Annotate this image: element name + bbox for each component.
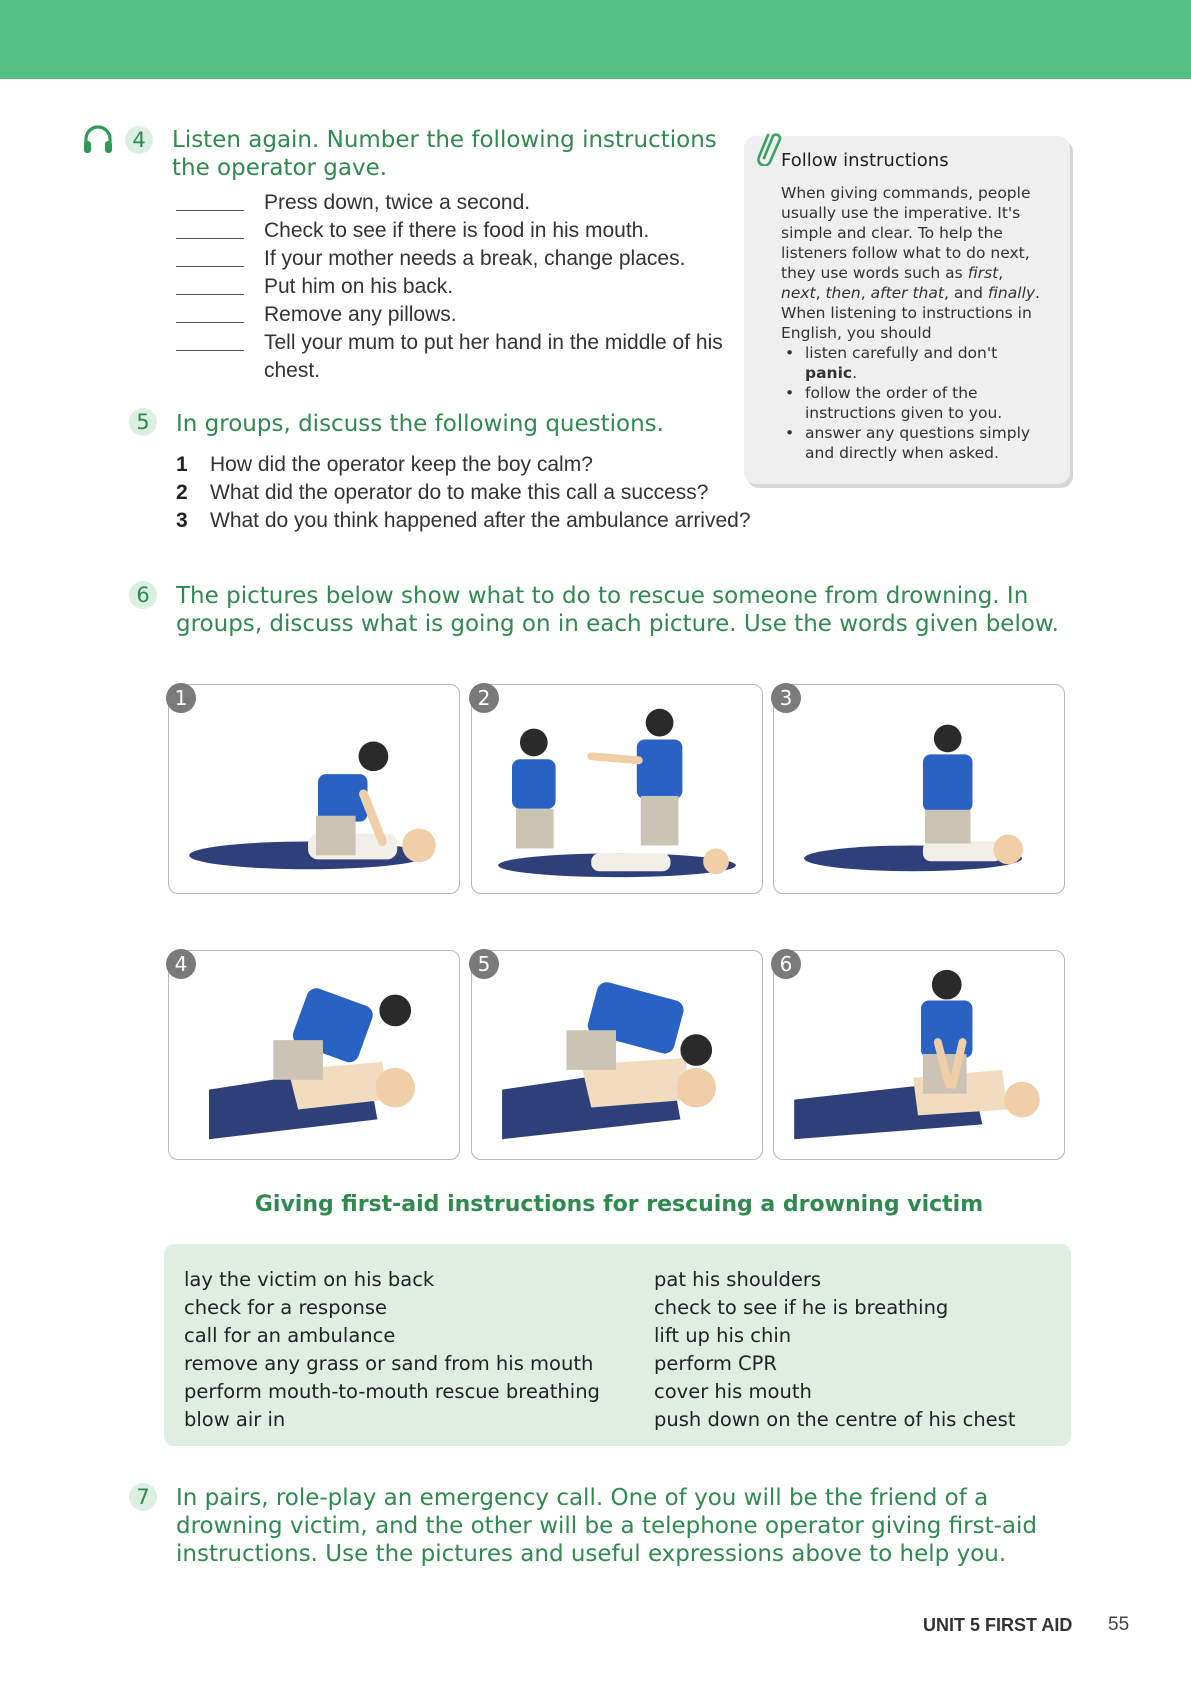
word-item: check to see if he is breathing	[654, 1296, 949, 1319]
word-item: remove any grass or sand from his mouth	[184, 1352, 594, 1375]
two-people-calling-illustration	[472, 685, 762, 893]
list-item: Tell your mum to put her hand in the middle of his chest.	[176, 329, 736, 385]
answer-blank[interactable]	[176, 217, 244, 239]
word-box-caption: Giving first-aid instructions for rescuing a drowning victim	[254, 1192, 984, 1217]
page-number: 55	[1108, 1614, 1130, 1635]
word-column-right	[654, 1266, 1015, 1446]
exercise-5-number: 5	[129, 408, 157, 436]
rescue-breathing-illustration	[472, 951, 762, 1159]
word-item: check for a response	[184, 1296, 388, 1319]
exercise-7-title: In pairs, role-play an emergency call. One of you will be the friend of a drowning victim, and the other will be a telephone operator giving first-aid instructions. Use the pictures and useful expressions above to help you.	[176, 1485, 1037, 1567]
word-item: push down on the centre of his chest	[654, 1408, 1016, 1431]
photo-5-badge: 5	[469, 949, 499, 979]
photo-6	[773, 950, 1065, 1160]
word-item: lift up his chin	[654, 1324, 792, 1347]
photo-2-badge: 2	[469, 683, 499, 713]
word-item: cover his mouth	[654, 1380, 812, 1403]
list-item: • listen carefully and don't panic.	[781, 343, 1046, 383]
answer-blank[interactable]	[176, 301, 244, 323]
list-item: Remove any pillows.	[176, 301, 736, 329]
exercise-7-number: 7	[129, 1483, 157, 1511]
list-item: Press down, twice a second.	[176, 189, 736, 217]
word-item: blow air in	[184, 1408, 286, 1431]
answer-blank[interactable]	[176, 189, 244, 211]
list-item: If your mother needs a break, change places.	[176, 245, 736, 273]
exercise-5-title: In groups, discuss the following questions.	[176, 411, 664, 437]
word-item: perform CPR	[654, 1352, 777, 1375]
word-item: perform mouth-to-mouth rescue breathing	[184, 1380, 600, 1403]
word-item: lay the victim on his back	[184, 1268, 435, 1291]
follow-instructions-box	[744, 136, 1070, 484]
photo-3-badge: 3	[771, 683, 801, 713]
word-item: pat his shoulders	[654, 1268, 822, 1291]
photo-1	[168, 684, 460, 894]
photo-3	[773, 684, 1065, 894]
rescuer-checking-illustration	[774, 685, 1064, 893]
top-color-band	[0, 0, 1191, 79]
answer-blank[interactable]	[176, 329, 244, 351]
sidebar-body: When giving commands, people usually use the imperative. It's simple and clear. To help the listeners follow what to do next, they use words such as first, next, then, after that, and finally. When listening to instructions in English, you should • listen carefully and don't panic. • follow the order of the instructions given to you. • answer any questions simply and directly when asked.	[781, 183, 1046, 463]
list-item: Put him on his back.	[176, 273, 736, 301]
exercise-6-title: The pictures below show what to do to rescue someone from drowning. In groups, discuss what is going on in each picture. Use the words given below.	[176, 583, 1059, 637]
photo-1-badge: 1	[166, 683, 196, 713]
word-box	[164, 1244, 1071, 1446]
word-column-left	[184, 1266, 654, 1446]
list-item: Check to see if there is food in his mouth.	[176, 217, 736, 245]
list-item: • follow the order of the instructions given to you.	[781, 383, 1046, 423]
paperclip-icon	[754, 128, 784, 166]
photo-5	[471, 950, 763, 1160]
exercise-4-title: Listen again. Number the following instructions the operator gave.	[172, 127, 717, 181]
exercise-6-number: 6	[129, 581, 157, 609]
list-item: 3 What do you think happened after the ambulance arrived?	[176, 509, 751, 532]
answer-blank[interactable]	[176, 245, 244, 267]
list-item: 2 What did the operator do to make this call a success?	[176, 481, 709, 504]
rescuer-kneeling-illustration	[169, 685, 459, 893]
sidebar-title: Follow instructions	[781, 150, 949, 171]
rescuer-tilting-head-illustration	[169, 951, 459, 1159]
exercise-4-list	[176, 189, 736, 385]
photo-2	[471, 684, 763, 894]
word-item: call for an ambulance	[184, 1324, 396, 1347]
sidebar-bullets	[781, 343, 1046, 463]
list-item: • answer any questions simply and directly when asked.	[781, 423, 1046, 463]
chest-compressions-illustration	[774, 951, 1064, 1159]
exercise-5-list	[176, 451, 751, 535]
headphones-icon	[81, 122, 115, 156]
photo-4-badge: 4	[166, 949, 196, 979]
exercise-4-number: 4	[125, 126, 153, 154]
photo-4	[168, 950, 460, 1160]
answer-blank[interactable]	[176, 273, 244, 295]
photo-6-badge: 6	[771, 949, 801, 979]
footer-unit-label: UNIT 5 FIRST AID	[923, 1615, 1073, 1635]
list-item: 1 How did the operator keep the boy calm?	[176, 453, 593, 476]
